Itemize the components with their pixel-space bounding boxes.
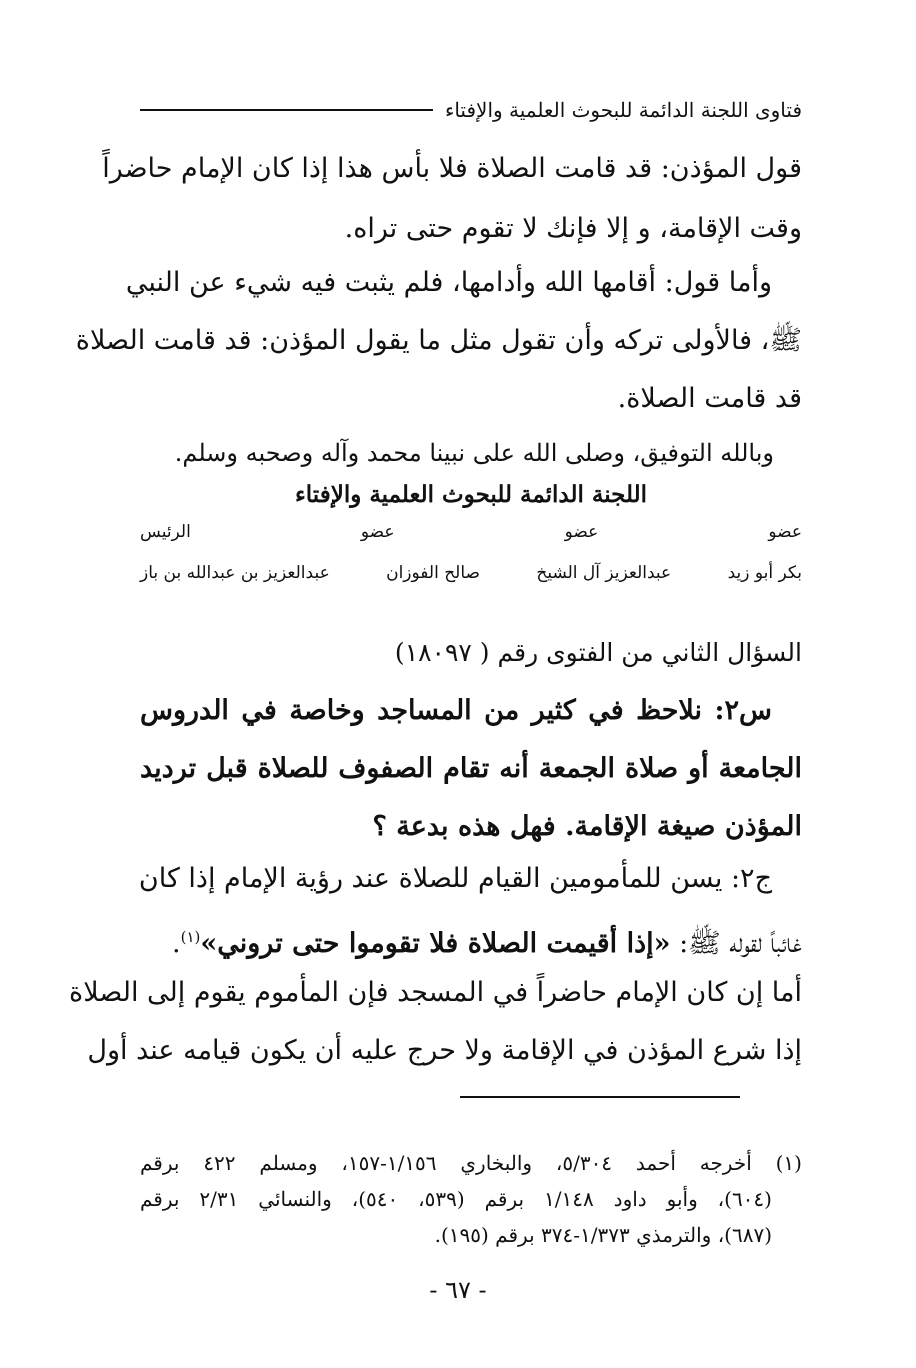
name-1: بكر أبو زيد: [727, 563, 802, 583]
footnote-rule: [460, 1096, 740, 1098]
para1-line1: قول المؤذن: قد قامت الصلاة فلا بأس هذا إذا كان الإمام حاضراً: [102, 153, 802, 184]
name-2: عبدالعزيز آل الشيخ: [536, 563, 672, 583]
question-line3: المؤذن صيغة الإقامة. فهل هذه بدعة ؟: [372, 811, 802, 842]
footnote-marker: (١): [180, 928, 201, 946]
answer-line4: إذا شرع المؤذن في الإقامة ولا حرج عليه أن يكون قيامه عند أول: [87, 1035, 802, 1066]
para1-line2: وقت الإقامة، و إلا فإنك لا تقوم حتى تراه.: [344, 213, 802, 244]
name-3: صالح الفوزان: [386, 563, 480, 583]
name-4: عبدالعزيز بن عبدالله بن باز: [140, 563, 330, 583]
footnote-line1: (١) أخرجه أحمد ٥/٣٠٤، والبخاري ١/١٥٦-١٥٧، ومسلم ٤٢٢ برقم: [140, 1151, 802, 1175]
para2-line3: قد قامت الصلاة.: [617, 383, 802, 414]
page-number: - ٦٧ -: [429, 1276, 487, 1304]
answer-line2-prefix: غائباً لقوله ﷺ:: [670, 928, 802, 959]
role-3: عضو: [360, 522, 395, 542]
question-line1: س٢: نلاحظ في كثير من المساجد وخاصة في الدروس: [140, 695, 772, 726]
question-line2: الجامعة أو صلاة الجمعة أنه تقام الصفوف للصلاة قبل ترديد: [140, 753, 802, 784]
para2-line2: ﷺ، فالأولى تركه وأن تقول مثل ما يقول المؤذن: قد قامت الصلاة: [75, 325, 802, 356]
closing-line: وبالله التوفيق، وصلى الله على نبينا محمد وآله وصحبه وسلم.: [174, 439, 774, 467]
signatory-roles: [140, 522, 802, 542]
answer-line3: أما إن كان الإمام حاضراً في المسجد فإن المأموم يقوم إلى الصلاة: [69, 977, 802, 1008]
para2-line1: وأما قول: أقامها الله وأدامها، فلم يثبت فيه شيء عن النبي: [125, 267, 772, 298]
header-title: فتاوى اللجنة الدائمة للبحوث العلمية والإفتاء: [444, 98, 802, 122]
answer-line2-end: .: [171, 928, 181, 959]
role-1: عضو: [768, 522, 802, 542]
answer-line1: ج٢: يسن للمأمومين القيام للصلاة عند رؤية الإمام إذا كان: [138, 863, 772, 894]
committee-name: اللجنة الدائمة للبحوث العلمية والإفتاء: [294, 481, 648, 508]
header-rule: [140, 109, 433, 111]
footnote-line3: (٦٨٧)، والترمذي ١/٣٧٣-٣٧٤ برقم (١٩٥).: [434, 1223, 772, 1247]
signatory-names: [140, 563, 802, 583]
answer-line2: [140, 922, 802, 959]
role-4: الرئيس: [140, 522, 191, 542]
role-2: عضو: [564, 522, 599, 542]
question-heading: السؤال الثاني من الفتوى رقم ( ١٨٠٩٧): [394, 638, 802, 667]
footnote-line2: (٦٠٤)، وأبو داود ١/١٤٨ برقم (٥٣٩، ٥٤٠)، والنسائي ٢/٣١ برقم: [140, 1187, 772, 1211]
running-header: [140, 96, 802, 124]
hadith-quote: «إذا أقيمت الصلاة فلا تقوموا حتى تروني»: [200, 928, 671, 959]
